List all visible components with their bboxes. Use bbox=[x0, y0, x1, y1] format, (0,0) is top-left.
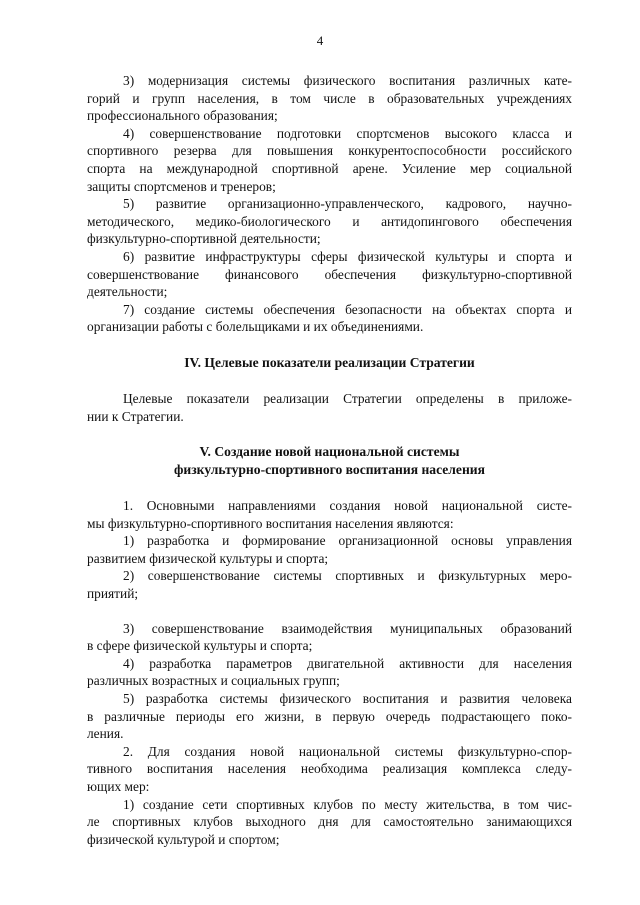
heading-line: V. Создание новой национальной системы bbox=[199, 444, 460, 460]
text-line: 2) совершенствование системы спортивных и физкультурных меро- bbox=[123, 568, 572, 584]
text-line: 1. Основными направлениями создания новой национальной систе- bbox=[123, 498, 572, 514]
text-line: 3) модернизация системы физического воспитания различных кате- bbox=[123, 73, 572, 88]
heading-line: IV. Целевые показатели реализации Стратегии bbox=[184, 354, 475, 370]
text-line: защиты спортсменов и тренеров; bbox=[87, 178, 276, 194]
text-line: организации работы с болельщиками и их объединениями. bbox=[87, 319, 424, 335]
paragraph bbox=[87, 248, 572, 301]
text-line: в различные периоды его жизни, в первую очередь подрастающего поко- bbox=[87, 708, 572, 724]
text-line: 7) создание системы обеспечения безопасности на объектах спорта и bbox=[123, 301, 572, 317]
text-line: методического, медико-биологического и антидопингового обеспечения bbox=[87, 213, 572, 229]
text-line: различных возрастных и социальных групп; bbox=[87, 673, 340, 689]
section-heading bbox=[87, 354, 572, 372]
document-body bbox=[87, 72, 572, 848]
text-line: профессионального образования; bbox=[87, 108, 278, 124]
text-line: ления. bbox=[87, 726, 124, 742]
text-line: 3) совершенствование взаимодействия муниципальных образований bbox=[123, 620, 572, 636]
paragraph bbox=[87, 390, 572, 425]
paragraph bbox=[87, 620, 572, 655]
paragraph bbox=[87, 497, 572, 532]
text-line: мы физкультурно-спортивного воспитания населения являются: bbox=[87, 515, 454, 531]
page-number: 4 bbox=[316, 33, 324, 48]
text-line: 1) разработка и формирование организационной основы управления bbox=[123, 533, 572, 549]
text-line: Целевые показатели реализации Стратегии определены в приложе- bbox=[123, 390, 572, 406]
paragraph bbox=[87, 655, 572, 690]
text-line: 5) развитие организационно-управленческого, кадрового, научно- bbox=[123, 196, 572, 212]
text-line: 4) совершенствование подготовки спортсменов высокого класса и bbox=[123, 125, 572, 141]
text-line: ле спортивных клубов выходного дня для самостоятельно занимающихся bbox=[87, 814, 572, 830]
paragraph bbox=[87, 743, 572, 796]
text-line: 5) разработка системы физического воспитания и развития человека bbox=[123, 691, 572, 707]
text-line: тивного воспитания населения необходима реализация комплекса следу- bbox=[87, 761, 572, 777]
text-line: 1) создание сети спортивных клубов по месту жительства, в том чис- bbox=[123, 796, 572, 812]
paragraph bbox=[87, 72, 572, 125]
paragraph bbox=[87, 796, 572, 849]
text-line: 6) развитие инфраструктуры сферы физической культуры и спорта и bbox=[123, 248, 572, 264]
paragraph bbox=[87, 532, 572, 567]
text-line: развитием физической культуры и спорта; bbox=[87, 550, 329, 566]
text-line: горий и групп населения, в том числе в образовательных учреждениях bbox=[87, 90, 572, 106]
text-line: ющих мер: bbox=[87, 779, 150, 794]
paragraph bbox=[87, 690, 572, 743]
paragraph bbox=[87, 195, 572, 248]
text-line: 4) разработка параметров двигательной активности для населения bbox=[123, 655, 572, 671]
text-line: спорта на международной спортивной арене. Усиление мер социальной bbox=[87, 160, 572, 176]
paragraph bbox=[87, 567, 572, 602]
paragraph bbox=[87, 301, 572, 336]
heading-line: физкультурно-спортивного воспитания населения bbox=[173, 462, 485, 478]
text-line: физической культурой и спортом; bbox=[87, 831, 280, 847]
text-line: спортивного резерва для повышения конкурентоспособности российского bbox=[87, 143, 572, 159]
text-line: 2. Для создания новой национальной системы физкультурно-спор- bbox=[123, 743, 572, 759]
text-line: в сфере физической культуры и спорта; bbox=[87, 638, 313, 654]
section-heading bbox=[87, 443, 572, 479]
text-line: физкультурно-спортивной деятельности; bbox=[87, 231, 321, 247]
text-line: совершенствование финансового обеспечения физкультурно-спортивной bbox=[87, 266, 572, 282]
text-line: приятий; bbox=[87, 586, 139, 602]
text-line: деятельности; bbox=[87, 284, 168, 300]
text-line: нии к Стратегии. bbox=[87, 408, 184, 424]
paragraph bbox=[87, 125, 572, 195]
